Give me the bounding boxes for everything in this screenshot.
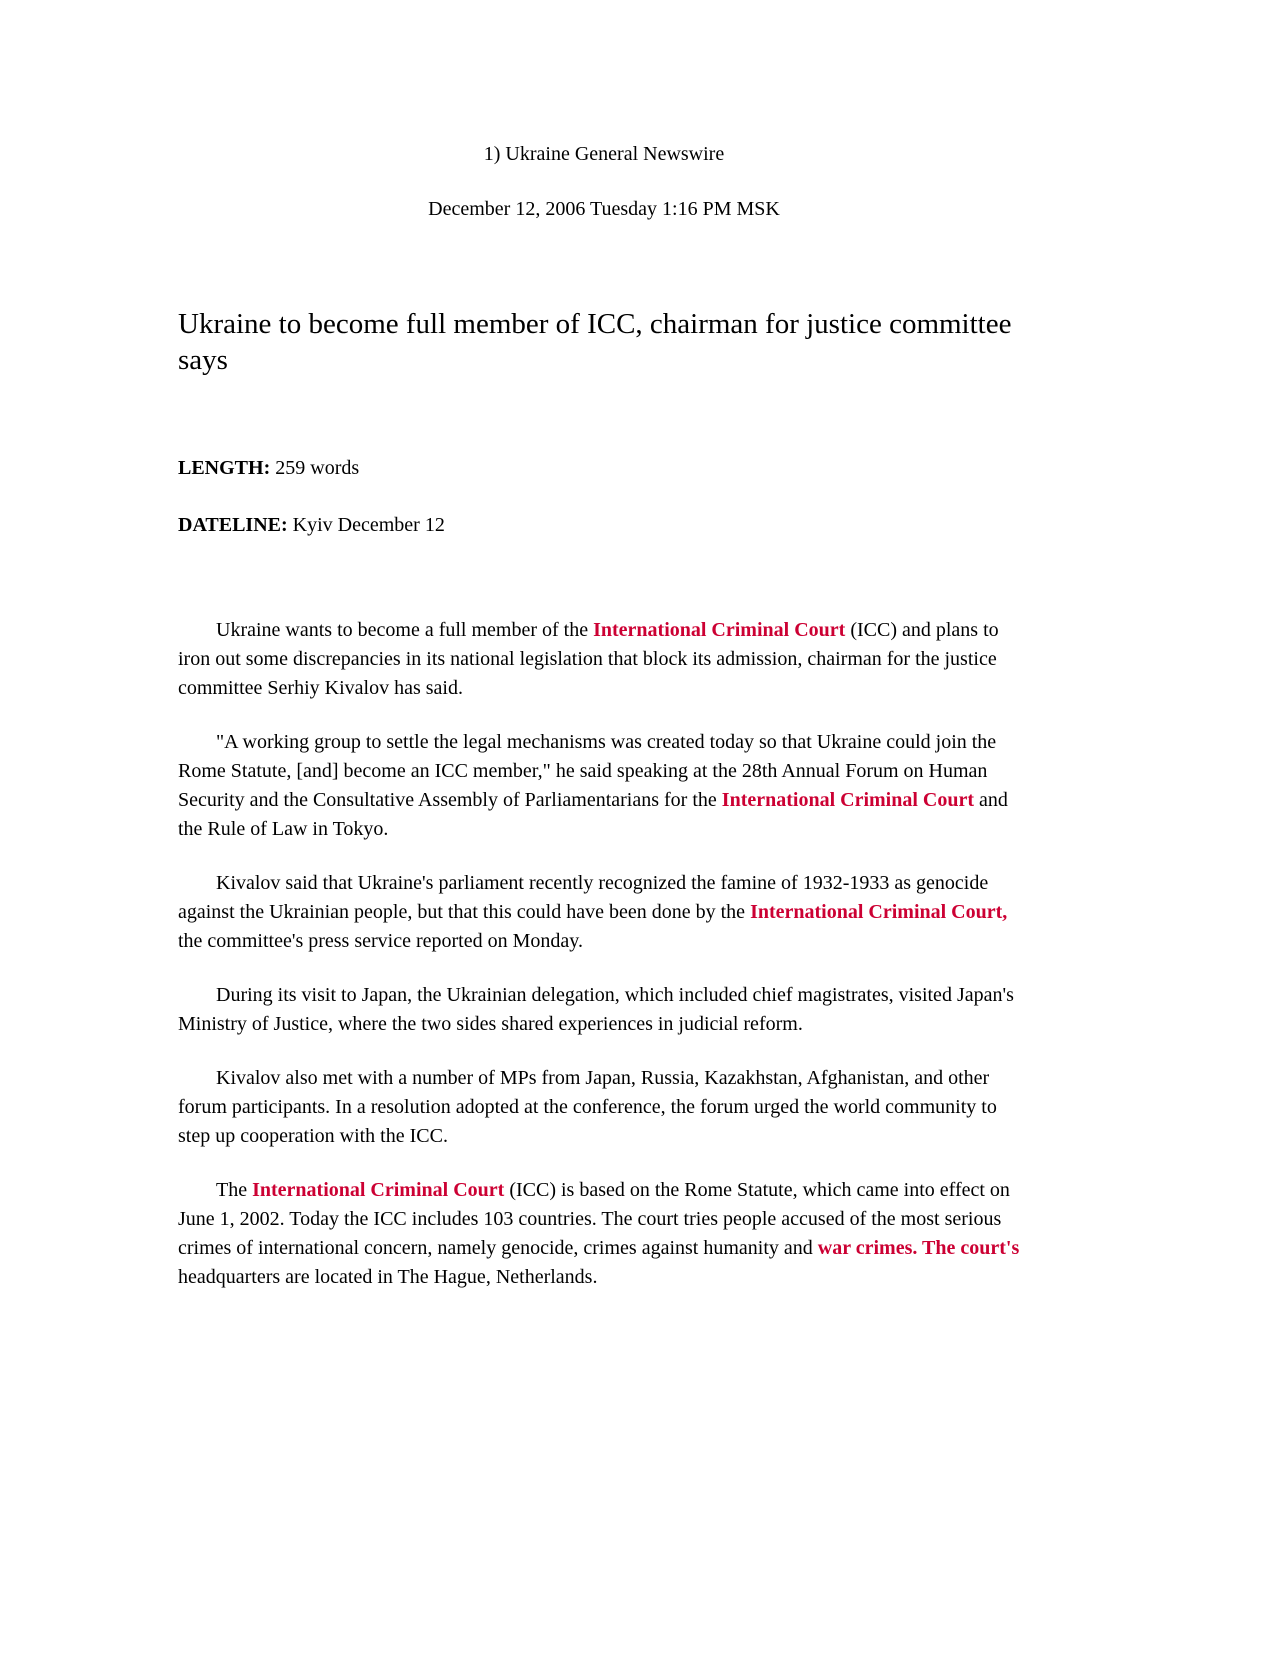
length-label: LENGTH: xyxy=(178,457,271,479)
article-paragraph xyxy=(178,869,1030,956)
highlighted-text: International Criminal Court, xyxy=(750,901,1008,923)
article-paragraph xyxy=(178,728,1030,844)
document-page xyxy=(178,0,1030,1292)
paragraph-text: headquarters are located in The Hague, Netherlands. xyxy=(178,1266,598,1288)
length-line xyxy=(178,454,1030,483)
date-line: December 12, 2006 Tuesday 1:16 PM MSK xyxy=(428,198,780,220)
article-paragraph xyxy=(178,616,1030,703)
paragraph-text: Kivalov said that Ukraine's parliament recently recognized the famine of 1932-1933 as genocide against the Ukrainian people, but that this could have been done by the xyxy=(178,872,989,923)
dateline-label: DATELINE: xyxy=(178,514,288,536)
paragraph-text: (ICC) and plans to iron out some discrepancies in its national legislation that block its admission, chairman for the justice committee Serhiy Kivalov has said. xyxy=(178,619,999,699)
source-line: 1) Ukraine General Newswire xyxy=(483,143,725,165)
dateline-line xyxy=(178,511,1030,540)
paragraph-text: "A working group to settle the legal mechanisms was created today so that Ukraine could join the Rome Statute, [and] become an ICC member," he said speaking at the 28th Annual Forum on Human Security and the Consultative Assembly of Parliamentarians for the xyxy=(178,731,997,811)
meta-block xyxy=(178,454,1030,540)
article-body xyxy=(178,616,1030,1292)
paragraph-text: Ukraine wants to become a full member of the xyxy=(216,619,594,641)
article-paragraph xyxy=(178,981,1030,1039)
highlighted-text: International Criminal Court xyxy=(252,1179,505,1201)
highlighted-text: International Criminal Court xyxy=(593,619,846,641)
paragraph-text: the committee's press service reported on Monday. xyxy=(178,930,583,952)
length-value: 259 words xyxy=(275,457,360,479)
article-headline: Ukraine to become full member of ICC, chairman for justice committee says xyxy=(178,308,1012,376)
paragraph-text: Kivalov also met with a number of MPs from Japan, Russia, Kazakhstan, Afghanistan, and other forum participants. In a resolution adopted at the conference, the forum urged the world community to step up cooperation with the ICC. xyxy=(178,1067,997,1147)
paragraph-text: (ICC) is based on the Rome Statute, which came into effect on June 1, 2002. Today the ICC includes 103 countries. The court tries people accused of the most serious crimes of international concern, namely genocide, crimes against humanity and xyxy=(178,1179,1010,1259)
paragraph-text: The xyxy=(216,1179,253,1201)
paragraph-text: During its visit to Japan, the Ukrainian delegation, which included chief magistrates, visited Japan's Ministry of Justice, where the two sides shared experiences in judicial reform. xyxy=(178,984,1014,1035)
paragraph-text: and the Rule of Law in Tokyo. xyxy=(178,789,1008,840)
article-paragraph xyxy=(178,1176,1030,1292)
highlighted-text: war crimes. The court's xyxy=(817,1237,1020,1259)
highlighted-text: International Criminal Court xyxy=(721,789,974,811)
article-paragraph xyxy=(178,1064,1030,1151)
dateline-value: Kyiv December 12 xyxy=(292,514,445,536)
